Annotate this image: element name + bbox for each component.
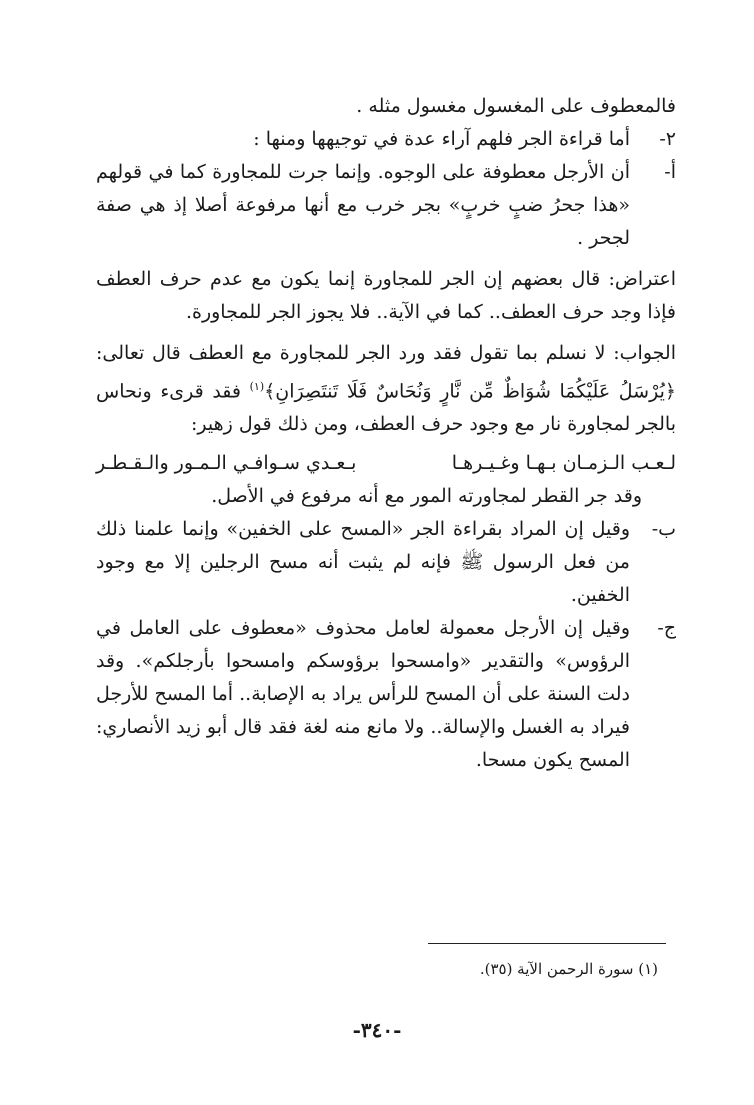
list-text: وقيل إن الأرجل معمولة لعامل محذوف «معطوف على العامل في الرؤوس» والتقدير «وامسحوا برؤوسكم وامسحوا بأرجلكم». وقد دلت السنة على أن المسح للرأس يراد به الإصابة.. أما المسح للأرجل فيراد به الغسل والإسالة.. ولا مانع منه لغة فقد قال أبو زيد الأنصاري: المسح يكون مسحا. [96,617,630,772]
answer-text-cont: فقد قرىء ونحاس بالجر لمجاورة نار مع وجود حرف العطف، ومن ذلك قول زهير: [96,380,676,436]
list-text: وقيل إن المراد بقراءة الجر «المسح على الخفين» وإنما علمنا ذلك من فعل الرسول ﷺ فإنه لم يثبت أنه مسح الرجلين إلا مع وجود الخفين. [96,518,630,607]
footnote-divider [428,943,666,944]
list-item-b [96,513,676,612]
verse-first-hemistich: لـعـب الـزمـان بـهـا وغـيـرهـا [451,452,676,475]
page-number: -٣٤٠- [352,1018,402,1042]
list-text: أما قراءة الجر فلهم آراء عدة في توجيهها ومنها : [253,128,630,150]
paragraph-answer [96,337,676,441]
page-body [96,90,676,777]
list-text: أن الأرجل معطوفة على الوجوه. وإنما جرت للمجاورة كما في قولهم «هذا جحرُ ضبٍ خربٍ» بجر خرب مع أنها مرفوعة أصلا إذ هي صفة لجحر . [96,161,630,249]
list-number: أ- [664,161,676,183]
list-number: ج- [657,617,676,640]
paragraph-conclusion: فالمعطوف على المغسول مغسول مثله . [356,95,676,117]
list-item-a [96,156,676,255]
list-number: ب- [651,518,676,541]
paragraph-objection: اعتراض: قال بعضهم إن الجر للمجاورة إنما يكون مع عدم حرف العطف فإذا وجد حرف العطف.. كما في الآية.. فلا يجوز الجر للمجاورة. [96,268,676,323]
poetry-verse [96,447,676,480]
verse-second-hemistich: بـعـدي سـوافـي الـمـور والـقـطـر [96,452,357,475]
paragraph-after-verse: وقد جر القطر لمجاورته المور مع أنه مرفوع في الأصل. [211,485,642,508]
footnote-ref: (١) [249,380,265,393]
list-item-2 [96,123,676,156]
answer-text: الجواب: لا نسلم بما تقول فقد ورد الجر للمجاورة مع العطف قال تعالى: ﴿يُرْسَلُ عَلَيْكُمَا شُوَاظٌ مِّن نَّارٍ وَنُحَاسٌ فَلَا تَنتَصِرَانِ﴾ [96,342,676,403]
list-item-c [96,612,676,777]
list-number: ٢- [659,128,676,150]
footnote: (١) سورة الرحمن الآية (٣٥). [479,960,658,978]
